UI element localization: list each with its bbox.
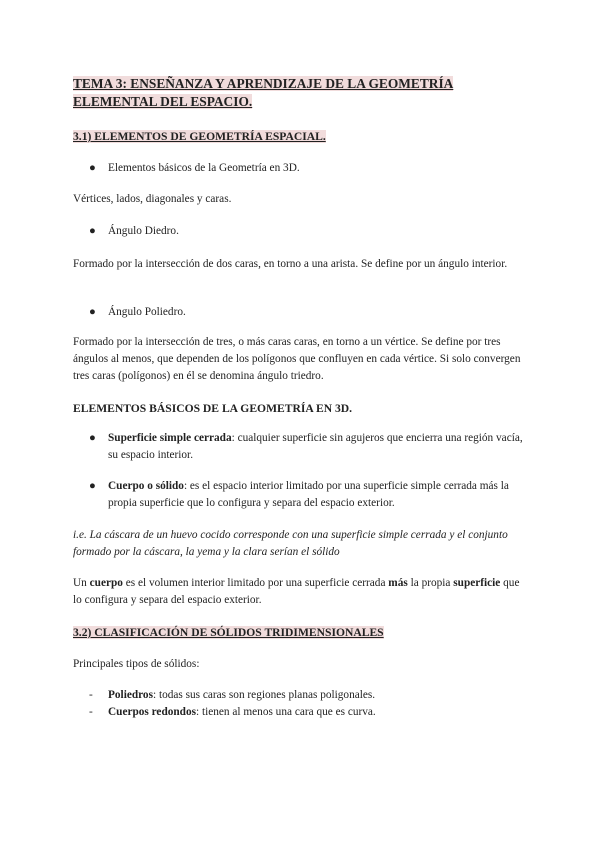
bullet-icon: ● [89,162,96,174]
paragraph-poliedro: Formado por la intersección de tres, o más caras caras, en torno a un vértice. Se define por tres ángulos al menos, que dependen de los polígonos que confluyen en cada vértice. Si solo convergen tres caras (polígonos) en él se denomina ángulo triedro. [73,336,521,382]
bullet-cuerpo: ● Cuerpo o sólido: es el espacio interior limitado por una superficie simple cerrada más la propia superficie que lo configura y separa del espacio exterior. [89,480,509,509]
section-1-heading: 3.1) ELEMENTOS DE GEOMETRÍA ESPACIAL. [73,130,326,143]
example-paragraph: i.e. La cáscara de un huevo cocido corresponde con una superficie simple cerrada y el conjunto formado por la cáscara, la yema y la clara serían el sólido [73,529,508,558]
bullet-angulo-poliedro: ● Ángulo Poliedro. [89,304,529,321]
bullet-superficie: ● Superficie simple cerrada: cualquier superficie sin agujeros que encierra una región vacía, su espacio interior. [89,432,523,461]
list-item-cuerpos-redondos: - Cuerpos redondos: tienen al menos una cara que es curva. [89,704,529,721]
bullet-icon: ● [89,480,96,492]
dash-icon: - [89,689,93,701]
definition-paragraph: Un cuerpo es el volumen interior limitado por una superficie cerrada más la propia superficie que lo configura y separa del espacio exterior. [73,577,520,606]
bullet-icon: ● [89,225,96,237]
paragraph-vertices: Vértices, lados, diagonales y caras. [73,193,232,205]
term-superficie: Superficie simple cerrada [108,432,232,444]
list-item-poliedros: - Poliedros: todas sus caras son regiones planas poligonales. [89,687,529,704]
paragraph-diedro: Formado por la intersección de dos caras, en torno a una arista. Se define por un ángulo interior. [73,258,508,270]
bullet-elementos-basicos: ● Elementos básicos de la Geometría en 3D. [89,160,529,177]
section-2-heading: 3.2) CLASIFICACIÓN DE SÓLIDOS TRIDIMENSIONALES [73,626,384,639]
title-line-1: TEMA 3: ENSEÑANZA Y APRENDIZAJE DE LA GEOMETRÍA [73,76,454,91]
dash-icon: - [89,706,93,718]
title-line-2: ELEMENTAL DEL ESPACIO. [73,93,253,109]
bullet-icon: ● [89,432,96,444]
bullet-angulo-diedro: ● Ángulo Diedro. [89,223,529,240]
paragraph-tipos: Principales tipos de sólidos: [73,658,200,670]
term-cuerpo: Cuerpo o sólido [108,480,184,492]
page-title [73,75,528,110]
bullet-icon: ● [89,306,96,318]
basics-heading: ELEMENTOS BÁSICOS DE LA GEOMETRÍA EN 3D. [73,402,353,415]
